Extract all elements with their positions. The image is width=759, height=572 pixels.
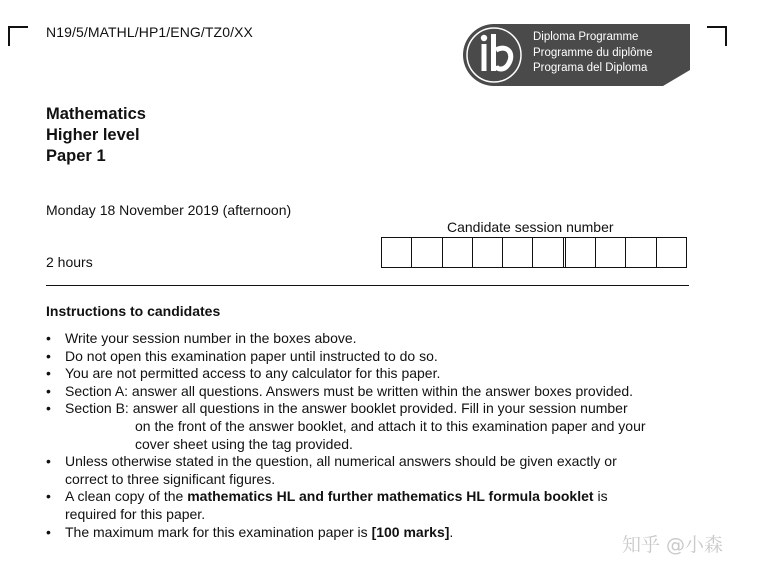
session-digit-box[interactable] — [596, 238, 626, 267]
session-digit-box[interactable] — [473, 238, 503, 267]
crop-mark-top-right — [707, 26, 727, 46]
session-digit-box[interactable] — [566, 238, 596, 267]
instructions-heading: Instructions to candidates — [46, 303, 221, 319]
logo-line-2: Programme du diplôme — [533, 46, 653, 59]
watermark: 知乎 @小森 — [622, 534, 724, 556]
instruction-item-booklet — [46, 488, 686, 523]
exam-title — [46, 104, 146, 167]
instruction-item: • You are not permitted access to any calculator for this paper. — [46, 365, 686, 383]
booklet-suffix: is — [593, 488, 608, 505]
instruction-item: • Write your session number in the boxes above. — [46, 330, 686, 348]
ib-logo — [463, 24, 690, 86]
booklet-name: mathematics HL and further mathematics HL formula booklet — [187, 488, 594, 505]
instruction-item-section-b — [46, 400, 686, 453]
section-b-line-2: on the front of the answer booklet, and attach it to this examination paper and your — [135, 417, 646, 434]
session-digit-box[interactable] — [503, 238, 533, 267]
exam-date: Monday 18 November 2019 (afternoon) — [46, 202, 292, 218]
logo-line-3: Programa del Diploma — [533, 62, 648, 74]
numerical-line-2: correct to three significant figures. — [65, 470, 276, 487]
section-b-line-3: cover sheet using the tag provided. — [135, 435, 353, 452]
logo-line-1: Diploma Programme — [533, 31, 639, 43]
numerical-line-1: Unless otherwise stated in the question, all numerical answers should be given exactly or — [65, 453, 617, 470]
marks-prefix: The maximum mark for this examination paper is — [65, 523, 372, 540]
marks-suffix: . — [449, 523, 454, 540]
crop-mark-top-left — [8, 26, 28, 46]
subject-level: Higher level — [46, 126, 140, 144]
instruction-item-numerical — [46, 453, 686, 488]
instructions-list — [46, 330, 686, 541]
session-digit-box[interactable] — [382, 238, 412, 267]
exam-duration: 2 hours — [46, 254, 93, 270]
candidate-session-label: Candidate session number — [447, 219, 614, 235]
instruction-item: • Section A: answer all questions. Answers must be written within the answer boxes provided. — [46, 383, 686, 401]
candidate-session-boxes[interactable] — [381, 237, 687, 268]
session-digit-box[interactable] — [443, 238, 473, 267]
session-digit-box[interactable] — [533, 238, 565, 267]
paper-number: Paper 1 — [46, 147, 106, 165]
subject-name: Mathematics — [46, 105, 146, 123]
instruction-item-marks — [46, 524, 686, 542]
session-digit-box[interactable] — [626, 238, 656, 267]
session-digit-box[interactable] — [412, 238, 442, 267]
booklet-line-2: required for this paper. — [65, 505, 206, 522]
divider — [46, 285, 689, 286]
ib-logo-text — [533, 30, 653, 77]
marks-total: [100 marks] — [371, 523, 450, 540]
session-digit-box[interactable] — [657, 238, 686, 267]
section-b-line-1: Section B: answer all questions in the answer booklet provided. Fill in your session number — [65, 400, 628, 417]
instruction-item: • Do not open this examination paper until instructed to do so. — [46, 348, 686, 366]
paper-code: N19/5/MATHL/HP1/ENG/TZ0/XX — [46, 24, 253, 40]
booklet-prefix: A clean copy of the — [65, 488, 188, 505]
